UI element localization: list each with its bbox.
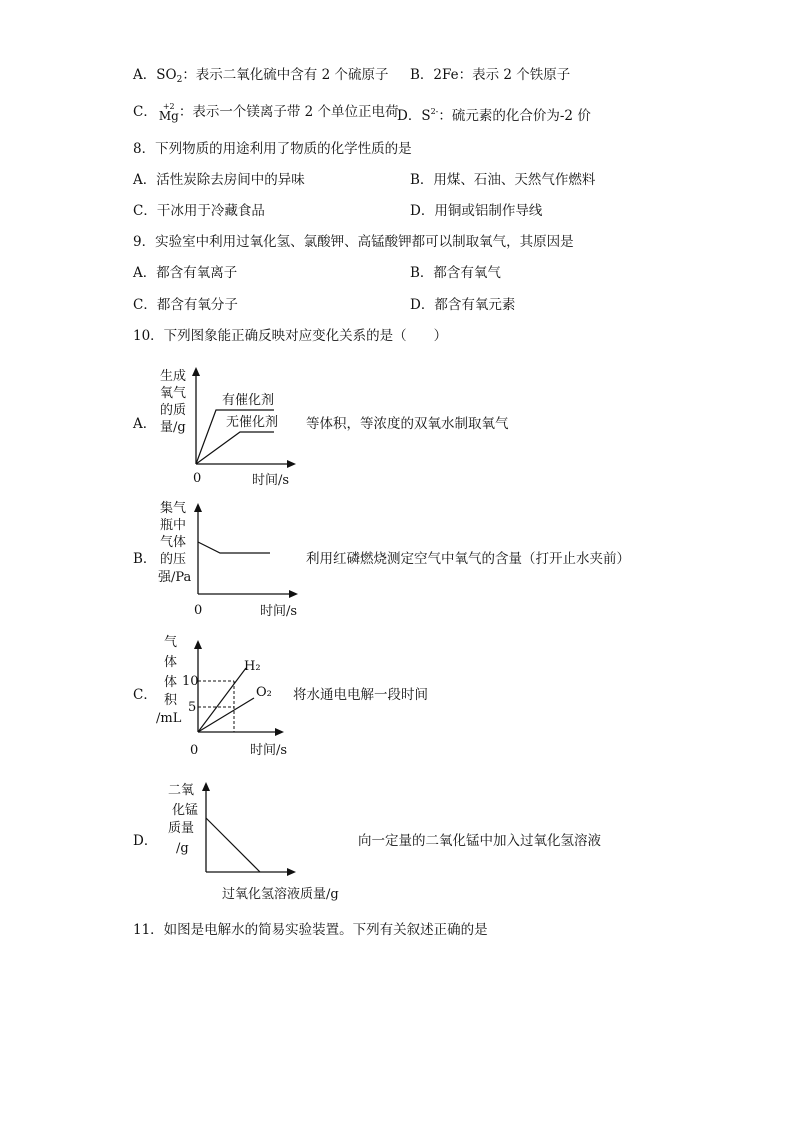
option-text: ：表示一个镁离子带 2 个单位正电荷 <box>178 104 399 120</box>
graph-b-pressure-line <box>198 542 270 553</box>
q9-option-d: D．都含有氧元素 <box>410 297 516 313</box>
q8-option-c: C．干冰用于冷藏食品 <box>133 203 265 219</box>
graph-c-series-o2: O₂ <box>256 685 272 700</box>
q9-option-c: C．都含有氧分子 <box>133 297 238 313</box>
graph-c-ylabel-5: /mL <box>156 711 182 726</box>
q10-option-c-desc: 将水通电电解一段时间 <box>293 687 428 703</box>
option-prefix: A． <box>133 67 157 83</box>
option-text: ：表示 2 个铁原子 <box>458 67 571 83</box>
graph-d-y-arrow <box>202 782 210 791</box>
graph-c-y-arrow <box>194 640 202 649</box>
graph-a-series-2: 无催化剂 <box>226 415 279 430</box>
graph-a-xlabel: 时间/s <box>252 473 290 488</box>
graph-b-origin: 0 <box>194 603 203 618</box>
graph-a-line-no-catalyst <box>196 432 274 464</box>
q8-option-b: B．用煤、石油、天然气作燃料 <box>410 172 596 188</box>
graph-c-x-arrow <box>275 728 284 736</box>
graph-b-ylabel-2: 瓶中 <box>160 518 187 533</box>
graph-c-ylabel-2: 体 <box>164 655 178 670</box>
graph-c-series-h2: H₂ <box>244 659 261 674</box>
graph-a-x-arrow <box>287 460 296 468</box>
graph-d-ylabel-2: 化锰 <box>172 803 199 818</box>
q10-option-a-prefix: A． <box>133 416 157 432</box>
valence-mark: +2 <box>162 102 175 111</box>
q7-option-d <box>397 103 591 125</box>
q7-option-b <box>410 66 570 84</box>
element-symbol: Mg <box>158 109 179 123</box>
graph-d <box>150 772 370 902</box>
graph-b-ylabel-1: 集气 <box>160 501 187 516</box>
q7-option-c <box>133 103 399 121</box>
q9-stem: 9．实验室中利用过氧化氢、氯酸钾、高锰酸钾都可以制取氧气，其原因是 <box>133 234 574 250</box>
graph-d-mno2-line <box>206 818 260 872</box>
graph-b-ylabel-4: 的压 <box>160 552 187 567</box>
graph-b-ylabel-5: 强/Pa <box>158 570 192 585</box>
graph-c-line-h2 <box>198 668 246 732</box>
q7-option-a <box>133 66 388 89</box>
q8-option-a: A．活性炭除去房间中的异味 <box>133 172 305 188</box>
graph-a <box>150 360 310 490</box>
graph-a-ylabel-2: 氧气 <box>160 386 187 401</box>
q10-option-b-desc: 利用红磷燃烧测定空气中氧气的含量（打开止水夹前） <box>306 551 630 567</box>
graph-d-ylabel-1: 二氧 <box>168 783 195 798</box>
q9-option-a: A．都含有氧离子 <box>133 265 238 281</box>
option-text: ：表示二氧化硫中含有 2 个硫原子 <box>182 67 389 83</box>
option-text: ：硫元素的化合价为-2 价 <box>438 108 591 124</box>
graph-c-tick-10: 10 <box>182 674 199 689</box>
graph-a-origin: 0 <box>193 471 202 486</box>
graph-c-origin: 0 <box>190 743 199 758</box>
option-prefix: C． <box>133 104 157 120</box>
q8-option-d: D．用铜或铝制作导线 <box>410 203 543 219</box>
q10-option-b-prefix: B． <box>133 551 157 567</box>
graph-b-x-arrow <box>289 590 298 598</box>
graph-d-x-arrow <box>287 868 296 876</box>
option-prefix: D． <box>397 108 422 124</box>
graph-c-line-o2 <box>198 698 254 732</box>
subscript: 2 <box>176 75 183 85</box>
graph-c-tick-5: 5 <box>188 700 197 715</box>
graph-b-ylabel-3: 气体 <box>160 535 187 550</box>
formula: S <box>421 108 431 124</box>
graph-c-xlabel: 时间/s <box>250 743 288 758</box>
graph-a-ylabel-1: 生成 <box>160 369 187 384</box>
graph-c-ylabel-4: 积 <box>164 693 178 708</box>
q9-option-b: B．都含有氧气 <box>410 265 501 281</box>
option-prefix: B． <box>410 67 434 83</box>
graph-d-ylabel-3: 质量 <box>168 821 195 836</box>
formula: SO <box>156 67 177 83</box>
graph-c <box>150 628 300 760</box>
graph-b-y-arrow <box>194 503 202 512</box>
valence-notation <box>157 103 179 121</box>
superscript: 2- <box>430 107 439 116</box>
graph-a-series-1: 有催化剂 <box>222 393 275 408</box>
graph-a-ylabel-4: 量/g <box>160 420 186 435</box>
q10-option-c-prefix: C． <box>133 687 157 703</box>
q10-option-d-desc: 向一定量的二氧化锰中加入过氧化氢溶液 <box>358 833 601 849</box>
graph-d-ylabel-4: /g <box>176 841 189 856</box>
graph-c-ylabel-1: 气 <box>164 635 178 650</box>
graph-b <box>150 494 320 624</box>
graph-b-xlabel: 时间/s <box>260 604 298 619</box>
q8-stem: 8．下列物质的用途利用了物质的化学性质的是 <box>133 141 412 157</box>
graph-d-xlabel: 过氧化氢溶液质量/g <box>222 887 339 902</box>
formula: 2Fe <box>433 67 459 83</box>
q10-stem: 10．下列图象能正确反映对应变化关系的是（ ） <box>133 328 448 344</box>
q10-option-a-desc: 等体积，等浓度的双氧水制取氧气 <box>306 416 509 432</box>
graph-a-y-arrow <box>192 367 200 376</box>
graph-a-ylabel-3: 的质 <box>160 403 187 418</box>
q10-option-d-prefix: D． <box>133 833 158 849</box>
graph-c-ylabel-3: 体 <box>164 675 178 690</box>
q11-stem: 11．如图是电解水的简易实验装置。下列有关叙述正确的是 <box>133 922 488 938</box>
